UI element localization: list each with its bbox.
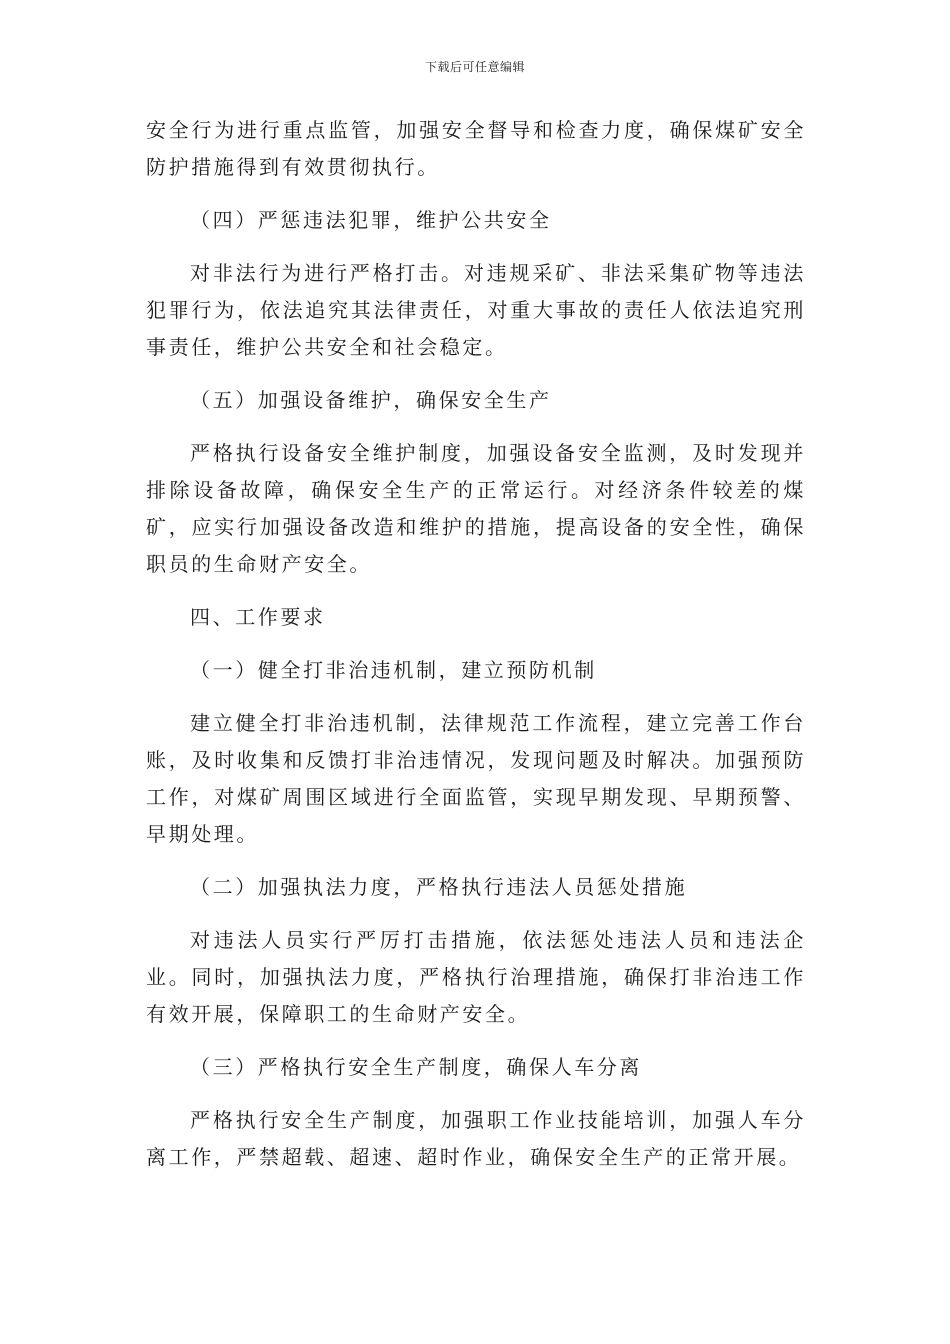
document-body [146,112,806,1192]
section-heading: （二）加强执法力度，严格执行违法人员惩处措施 [190,875,688,899]
paragraph: 严格执行安全生产制度，加强职工作业技能培训，加强人车分离工作，严禁超载、超速、超时作业，确保安全生产的正常开展。 [146,1108,806,1169]
section-heading: （五）加强设备维护，确保安全生产 [190,388,552,412]
paragraph: 对违法人员实行严厉打击措施，依法惩处违法人员和违法企业。同时，加强执法力度，严格执行治理措施，确保打非治违工作有效开展，保障职工的生命财产安全。 [146,928,806,1026]
section-heading: （四）严惩违法犯罪，维护公共安全 [190,208,552,232]
section-heading: （三）严格执行安全生产制度，确保人车分离 [190,1055,642,1079]
paragraph: 安全行为进行重点监管，加强安全督导和检查力度，确保煤矿安全防护措施得到有效贯彻执行。 [146,118,806,179]
page-header: 下载后可任意编辑 [424,60,525,74]
paragraph: 对非法行为进行严格打击。对违规采矿、非法采集矿物等违法犯罪行为，依法追究其法律责任，对重大事故的责任人依法追究刑事责任，维护公共安全和社会稳定。 [146,261,806,359]
paragraph: 建立健全打非治违机制，法律规范工作流程，建立完善工作台账，及时收集和反馈打非治违情况，发现问题及时解决。加强预防工作，对煤矿周围区域进行全面监管，实现早期发现、早期预警、早期处理。 [146,711,806,846]
paragraph: 严格执行设备安全维护制度，加强设备安全监测，及时发现并排除设备故障，确保安全生产的正常运行。对经济条件较差的煤矿，应实行加强设备改造和维护的措施，提高设备的安全性，确保职员的生命财产安全。 [146,441,806,576]
section-heading: 四、工作要求 [190,605,326,629]
section-heading: （一）健全打非治违机制，建立预防机制 [190,658,597,682]
